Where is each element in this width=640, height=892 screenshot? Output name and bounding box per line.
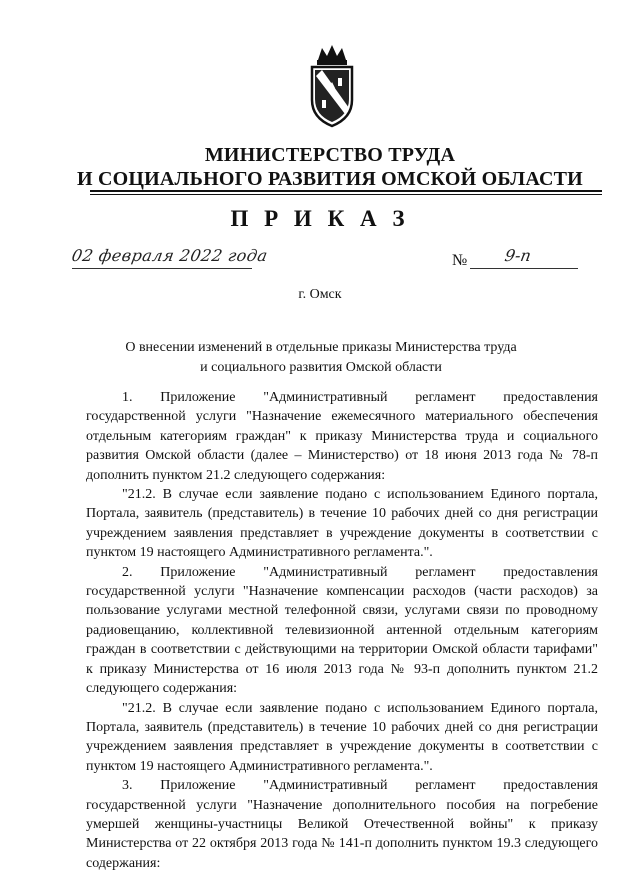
number-underline	[470, 268, 578, 269]
number-label: №	[452, 252, 468, 269]
document-type-title: П Р И К А З	[230, 206, 410, 231]
subject-line2: и социального развития Омской области	[200, 360, 442, 375]
paragraph-1: 1. Приложение "Административный регламент предоставления государственной услуги "Назначение ежемесячного материального обеспечения отдельным категориям граждан" к приказу Министерства труда и социального развития Омской области (далее – Министерство) от 18 июня 2013 года № 78-п дополнить пунктом 21.2 следующего содержания:	[86, 390, 598, 483]
order-subject	[96, 338, 546, 378]
header-divider-thin	[90, 194, 602, 195]
handwritten-order-number: 9-п	[503, 246, 533, 265]
ministry-name-line1: МИНИСТЕРСТВО ТРУДА	[204, 144, 456, 166]
header-divider-thick	[90, 190, 602, 192]
date-underline	[72, 268, 252, 269]
paragraph-2: 2. Приложение "Административный регламент предоставления государственной услуги "Назначение компенсации расходов (части расходов) за пользование услугами местной телефонной связи, услугами связи по проводному радиовещанию, коллективной телевизионной антенной отдельным категориям граждан в соответствии с действующими на территории Омской области тарифами" к приказу Министерства от 16 июля 2013 года № 93-п дополнить пунктом 21.2 следующего содержания:	[86, 564, 598, 697]
order-body	[86, 388, 598, 873]
paragraph-1-quote: "21.2. В случае если заявление подано с использованием Единого портала, Портала, заявитель (представитель) в течение 10 рабочих дней со дня регистрации учреждением заявления представляет в учреждение документы в соответствии с пунктом 19 настоящего Административного регламента.".	[86, 487, 598, 561]
subject-line1: О внесении изменений в отдельные приказы Министерства труда	[125, 340, 517, 355]
omsk-coat-of-arms-emblem	[308, 42, 356, 128]
paragraph-3: 3. Приложение "Административный регламент предоставления государственной услуги "Назначение дополнительного пособия на погребение умершей женщины-участницы Великой Отечественной войны" к приказу Министерства от 22 октября 2013 года № 141-п дополнить пунктом 19.3 следующего содержания:	[86, 778, 598, 871]
paragraph-2-quote: "21.2. В случае если заявление подано с использованием Единого портала, Портала, заявитель (представитель) в течение 10 рабочих дней со дня регистрации учреждением заявления представляет в учреждение документы в соответствии с пунктом 19 настоящего Административного регламента.".	[86, 700, 598, 774]
city-name: г. Омск	[298, 287, 342, 302]
ministry-name-line2: И СОЦИАЛЬНОГО РАЗВИТИЯ ОМСКОЙ ОБЛАСТИ	[77, 168, 583, 190]
handwritten-date: 02 февраля 2022 года	[70, 246, 270, 265]
